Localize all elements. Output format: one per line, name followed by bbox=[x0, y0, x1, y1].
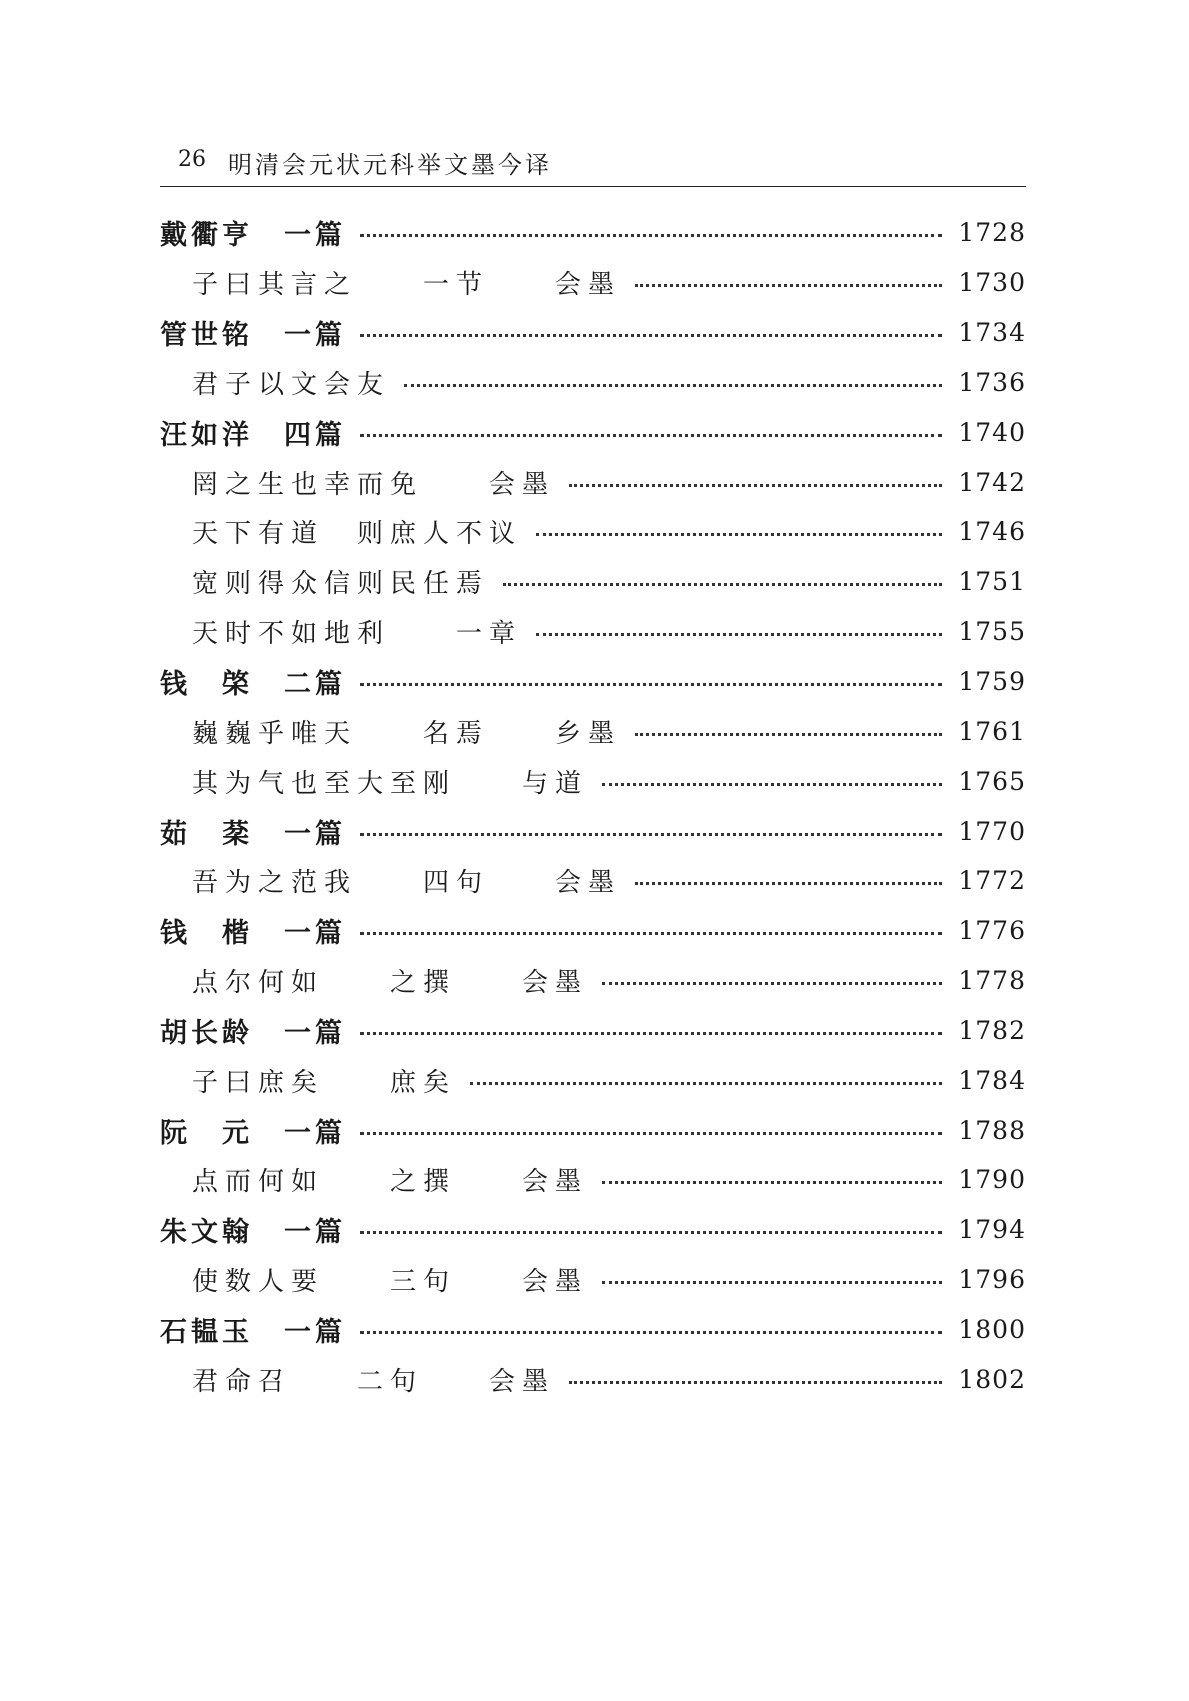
entry-title: 君子以文会友 bbox=[192, 369, 391, 400]
dot-leader bbox=[569, 484, 942, 487]
dot-leader bbox=[360, 932, 942, 935]
table-of-contents bbox=[160, 208, 1026, 1404]
entry-page-number: 1734 bbox=[958, 318, 1026, 348]
toc-author-entry[interactable] bbox=[160, 906, 1026, 956]
dot-leader bbox=[602, 1281, 942, 1284]
entry-title: 茹 棻 一篇 bbox=[160, 818, 346, 850]
entry-title: 宽则得众信则民任焉 bbox=[192, 569, 490, 600]
entry-title: 阮 元 一篇 bbox=[160, 1117, 346, 1149]
toc-author-entry[interactable] bbox=[160, 1006, 1026, 1056]
entry-page-number: 1778 bbox=[958, 966, 1026, 996]
page-number: 26 bbox=[178, 147, 206, 172]
entry-title: 钱 棨 二篇 bbox=[160, 669, 346, 701]
toc-work-entry[interactable] bbox=[160, 358, 1026, 408]
entry-page-number: 1765 bbox=[958, 766, 1026, 796]
running-header bbox=[178, 145, 1034, 187]
toc-author-entry[interactable] bbox=[160, 1205, 1026, 1255]
entry-title: 朱文翰 一篇 bbox=[160, 1217, 346, 1249]
dot-leader bbox=[635, 882, 942, 885]
toc-work-entry[interactable] bbox=[160, 557, 1026, 607]
entry-page-number: 1796 bbox=[958, 1265, 1026, 1295]
toc-work-entry[interactable] bbox=[160, 956, 1026, 1006]
entry-page-number: 1746 bbox=[958, 517, 1026, 547]
entry-title: 石韫玉 一篇 bbox=[160, 1316, 346, 1348]
toc-author-entry[interactable] bbox=[160, 308, 1026, 358]
toc-work-entry[interactable] bbox=[160, 756, 1026, 806]
dot-leader bbox=[404, 384, 942, 387]
dot-leader bbox=[360, 1132, 942, 1135]
toc-work-entry[interactable] bbox=[160, 1155, 1026, 1205]
toc-author-entry[interactable] bbox=[160, 1105, 1026, 1155]
entry-page-number: 1770 bbox=[958, 816, 1026, 846]
toc-work-entry[interactable] bbox=[160, 607, 1026, 657]
entry-page-number: 1755 bbox=[958, 617, 1026, 647]
header-rule bbox=[160, 186, 1026, 187]
entry-title: 点尔何如 之撰 会墨 bbox=[192, 968, 589, 999]
entry-title: 使数人要 三句 会墨 bbox=[192, 1267, 589, 1298]
dot-leader bbox=[360, 1231, 942, 1234]
entry-title: 戴衢亨 一篇 bbox=[160, 220, 346, 252]
entry-page-number: 1759 bbox=[958, 667, 1026, 697]
dot-leader bbox=[503, 583, 942, 586]
entry-title: 天下有道 则庶人不议 bbox=[192, 519, 523, 550]
entry-title: 吾为之范我 四句 会墨 bbox=[192, 868, 622, 899]
dot-leader bbox=[360, 1331, 942, 1334]
book-title: 明清会元状元科举文墨今译 bbox=[228, 151, 552, 179]
toc-author-entry[interactable] bbox=[160, 208, 1026, 258]
entry-page-number: 1730 bbox=[958, 268, 1026, 298]
toc-author-entry[interactable] bbox=[160, 407, 1026, 457]
toc-work-entry[interactable] bbox=[160, 706, 1026, 756]
entry-page-number: 1728 bbox=[958, 218, 1026, 248]
entry-page-number: 1742 bbox=[958, 467, 1026, 497]
entry-page-number: 1782 bbox=[958, 1015, 1026, 1045]
dot-leader bbox=[360, 683, 942, 686]
dot-leader bbox=[569, 1381, 942, 1384]
entry-title: 子曰庶矣 庶矣 bbox=[192, 1067, 457, 1098]
entry-title: 巍巍乎唯天 名焉 乡墨 bbox=[192, 718, 622, 749]
toc-work-entry[interactable] bbox=[160, 856, 1026, 906]
entry-title: 天时不如地利 一章 bbox=[192, 619, 523, 650]
entry-page-number: 1740 bbox=[958, 417, 1026, 447]
dot-leader bbox=[635, 284, 942, 287]
toc-author-entry[interactable] bbox=[160, 806, 1026, 856]
toc-work-entry[interactable] bbox=[160, 1255, 1026, 1305]
toc-work-entry[interactable] bbox=[160, 1055, 1026, 1105]
dot-leader bbox=[635, 733, 942, 736]
entry-page-number: 1736 bbox=[958, 367, 1026, 397]
dot-leader bbox=[536, 633, 942, 636]
entry-page-number: 1800 bbox=[958, 1314, 1026, 1344]
dot-leader bbox=[360, 434, 942, 437]
entry-title: 子曰其言之 一节 会墨 bbox=[192, 270, 622, 301]
entry-title: 罔之生也幸而免 会墨 bbox=[192, 469, 556, 500]
toc-author-entry[interactable] bbox=[160, 1305, 1026, 1355]
toc-work-entry[interactable] bbox=[160, 1354, 1026, 1404]
entry-page-number: 1794 bbox=[958, 1215, 1026, 1245]
entry-title: 钱 楷 一篇 bbox=[160, 918, 346, 950]
toc-work-entry[interactable] bbox=[160, 507, 1026, 557]
entry-page-number: 1790 bbox=[958, 1165, 1026, 1195]
entry-title: 其为气也至大至刚 与道 bbox=[192, 768, 589, 799]
entry-page-number: 1751 bbox=[958, 567, 1026, 597]
entry-page-number: 1802 bbox=[958, 1364, 1026, 1394]
toc-work-entry[interactable] bbox=[160, 457, 1026, 507]
dot-leader bbox=[602, 1181, 942, 1184]
entry-title: 管世铭 一篇 bbox=[160, 320, 346, 352]
entry-title: 胡长龄 一篇 bbox=[160, 1017, 346, 1049]
entry-title: 点而何如 之撰 会墨 bbox=[192, 1167, 589, 1198]
dot-leader bbox=[360, 1032, 942, 1035]
toc-author-entry[interactable] bbox=[160, 657, 1026, 707]
dot-leader bbox=[360, 334, 942, 337]
dot-leader bbox=[602, 783, 942, 786]
entry-page-number: 1772 bbox=[958, 866, 1026, 896]
entry-page-number: 1776 bbox=[958, 916, 1026, 946]
entry-page-number: 1784 bbox=[958, 1065, 1026, 1095]
entry-title: 君命召 二句 会墨 bbox=[192, 1366, 556, 1397]
dot-leader bbox=[536, 533, 942, 536]
dot-leader bbox=[360, 234, 942, 237]
entry-page-number: 1761 bbox=[958, 716, 1026, 746]
dot-leader bbox=[602, 982, 942, 985]
dot-leader bbox=[360, 833, 942, 836]
dot-leader bbox=[470, 1082, 942, 1085]
entry-page-number: 1788 bbox=[958, 1115, 1026, 1145]
entry-title: 汪如洋 四篇 bbox=[160, 419, 346, 451]
toc-work-entry[interactable] bbox=[160, 258, 1026, 308]
